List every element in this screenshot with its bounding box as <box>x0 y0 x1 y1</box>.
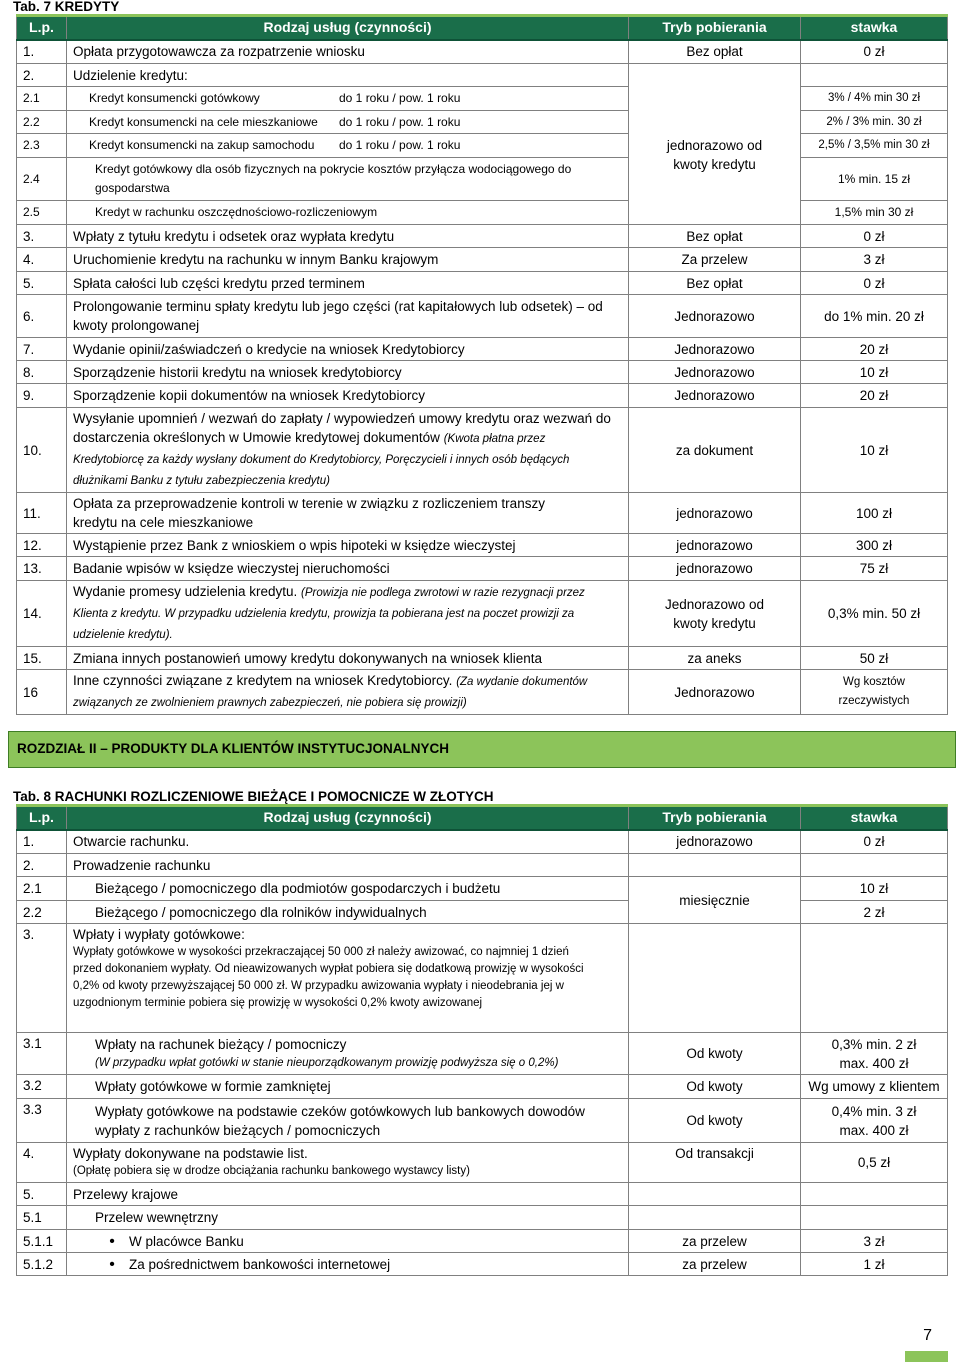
row-mode: Jednorazowo od kwoty kredytu <box>629 581 801 647</box>
tab7-table <box>16 14 948 715</box>
row-lp: 1. <box>17 830 67 854</box>
row-lp: 1. <box>17 40 67 64</box>
row-note: (Opłatę pobiera się w drodze obciążania rachunku bankowego wystawcy listy) <box>73 1165 470 1177</box>
row-rate: 2,5% / 3,5% min 30 zł <box>801 134 948 158</box>
row-desc: Bieżącego / pomocniczego dla podmiotów gospodarczych i budżetu <box>67 877 629 901</box>
row-mode <box>629 1183 801 1206</box>
row-desc: Przelewy krajowe <box>67 1183 629 1206</box>
row-desc: Zmiana innych postanowień umowy kredytu dokonywanych na wniosek klienta <box>67 647 629 670</box>
tab7-title: Tab. 7 KREDYTY <box>13 0 120 14</box>
row-rate: 0 zł <box>801 830 948 854</box>
header-rate: stawka <box>801 806 948 830</box>
row-mode: jednorazowo <box>629 557 801 581</box>
row-lp: 9. <box>17 384 67 408</box>
row-mode: Jednorazowo <box>629 295 801 338</box>
row-mode: Od kwoty <box>629 1033 801 1075</box>
row-rate <box>801 1183 948 1206</box>
row-desc: Uruchomienie kredytu na rachunku w innym Banku krajowym <box>67 248 629 272</box>
table-row <box>17 1033 948 1075</box>
row-lp: 2.2 <box>17 901 67 924</box>
row-rate: 0,3% min. 50 zł <box>801 581 948 647</box>
row-note: (W przypadku wpłat gotówki w stanie nieuporządkowanym prowizję podwyższa się o 0,2%) <box>95 1056 559 1069</box>
row-lp: 15. <box>17 647 67 670</box>
row-desc-text: Kredyt konsumencki gotówkowy <box>89 91 260 105</box>
row-lp: 12. <box>17 534 67 557</box>
row-desc-text: Kredyt konsumencki na zakup samochodu <box>89 138 315 152</box>
row-desc: Przelew wewnętrzny <box>67 1206 629 1230</box>
row-rate: 20 zł <box>801 338 948 361</box>
table-row <box>17 384 948 408</box>
row-desc-text: Wypłaty dokonywane na podstawie list. <box>73 1146 308 1161</box>
row-lp: 5.1.2 <box>17 1253 67 1276</box>
row-desc-text: Za pośrednictwem bankowości internetowej <box>129 1256 391 1272</box>
table-row <box>17 408 948 493</box>
table-row <box>17 295 948 338</box>
row-lp: 5.1 <box>17 1206 67 1230</box>
row-lp: 8. <box>17 361 67 384</box>
row-lp: 14. <box>17 581 67 647</box>
row-rate: 3 zł <box>801 248 948 272</box>
table-row <box>17 557 948 581</box>
table-row <box>17 854 948 877</box>
row-desc: Kredyt w rachunku oszczędnościowo-rozliczeniowym <box>67 201 629 225</box>
row-desc <box>67 134 629 158</box>
row-rate: 0,5 zł <box>801 1143 948 1183</box>
row-lp: 2.1 <box>17 877 67 901</box>
row-mode: Od kwoty <box>629 1075 801 1099</box>
row-desc-text: Wysyłanie upomnień / wezwań do zapłaty / wypowiedzeń umowy kredytu oraz wezwań do dostarczenia określonych w Umowie kredytowej dokumentów <box>73 411 611 445</box>
table-row <box>17 201 948 225</box>
row-desc <box>67 670 629 715</box>
table-row <box>17 1253 948 1276</box>
row-note: Wypłaty gotówkowe w wysokości przekraczającej 50 000 zł należy awizować, co najmniej 1 dzień przed dokonaniem wypłaty. Od nieawizowanych wypłat pobiera się dodatkową prowizję w wysokości 0,2% od kwoty przewyższającej 50 000 zł. W przypadku awizowania wypłaty i nieodebrania jej w uzgodnionym terminie pobiera się prowizję w wysokości 0,2% kwoty awizowanej <box>73 946 584 1009</box>
row-rate <box>801 64 948 87</box>
row-desc: Wydanie opinii/zaświadczeń o kredycie na wniosek Kredytobiorcy <box>67 338 629 361</box>
row-desc: Spłata całości lub części kredytu przed terminem <box>67 272 629 295</box>
row-lp: 2. <box>17 854 67 877</box>
table-row <box>17 901 948 924</box>
table-row <box>17 1075 948 1099</box>
row-mode: Bez opłat <box>629 225 801 248</box>
row-desc: Wystąpienie przez Bank z wnioskiem o wpis hipoteki w księdze wieczystej <box>67 534 629 557</box>
row-rate <box>801 854 948 877</box>
row-mode: jednorazowo <box>629 830 801 854</box>
row-desc: Otwarcie rachunku. <box>67 830 629 854</box>
row-desc: Wpłaty z tytułu kredytu i odsetek oraz wypłata kredytu <box>67 225 629 248</box>
row-mode <box>629 64 801 87</box>
row-desc: Opłata przygotowawcza za rozpatrzenie wniosku <box>67 40 629 64</box>
section-banner: ROZDZIAŁ II – PRODUKTY DLA KLIENTÓW INSTYTUCJONALNYCH <box>8 731 956 768</box>
tab8-title: Tab. 8 RACHUNKI ROZLICZENIOWE BIEŻĄCE I POMOCNICZE W ZŁOTYCH <box>13 789 494 804</box>
row-desc: Kredyt gotówkowy dla osób fizycznych na pokrycie kosztów przyłącza wodociągowego do gospodarstwa <box>67 158 629 201</box>
table-header-row <box>17 806 948 830</box>
row-rate: 2 zł <box>801 901 948 924</box>
row-desc <box>67 1230 629 1253</box>
row-rate: Wg kosztów rzeczywistych <box>801 670 948 715</box>
row-desc <box>67 581 629 647</box>
row-rate: 2% / 3% min. 30 zł <box>801 111 948 134</box>
row-rate <box>801 1206 948 1230</box>
row-desc <box>67 408 629 493</box>
row-term: do 1 roku / pow. 1 roku <box>339 138 461 152</box>
row-rate: 20 zł <box>801 384 948 408</box>
table-row <box>17 111 948 134</box>
table-row <box>17 1206 948 1230</box>
row-mode: Jednorazowo <box>629 338 801 361</box>
row-lp: 4. <box>17 248 67 272</box>
monthly-mode: miesięcznie <box>629 877 801 924</box>
header-mode: Tryb pobierania <box>629 16 801 40</box>
table-row <box>17 87 948 111</box>
row-desc: Sporządzenie kopii dokumentów na wniosek Kredytobiorcy <box>67 384 629 408</box>
row-rate: 0 zł <box>801 225 948 248</box>
page-number: 7 <box>923 1327 932 1344</box>
row-mode: jednorazowo <box>629 493 801 534</box>
row-lp: 3. <box>17 225 67 248</box>
row-lp: 16 <box>17 670 67 715</box>
table-row <box>17 581 948 647</box>
row-desc <box>67 87 629 111</box>
row-rate <box>801 924 948 1033</box>
credit-mode-cell <box>629 87 801 225</box>
row-desc: Opłata za przeprowadzenie kontroli w terenie w związku z rozliczeniem transzy kredytu na cele mieszkaniowe <box>67 493 629 534</box>
row-note: (Kwota płatna przez Kredytobiorcę za każdy wysłany dokument do Kredytobiorcy, Poręczycieli i innych osób będących dłużnikami Banku z tytułu zabezpieczenia kredytu) <box>73 433 570 487</box>
table-row <box>17 134 948 158</box>
row-rate: 3% / 4% min 30 zł <box>801 87 948 111</box>
row-rate: 1% min. 15 zł <box>801 158 948 201</box>
row-rate: 100 zł <box>801 493 948 534</box>
row-lp: 5. <box>17 272 67 295</box>
table-row <box>17 225 948 248</box>
row-rate <box>801 1033 948 1075</box>
row-mode: Za przelew <box>629 248 801 272</box>
row-mode: Od kwoty <box>629 1099 801 1143</box>
row-lp: 4. <box>17 1143 67 1183</box>
row-rate <box>801 1099 948 1143</box>
row-lp: 11. <box>17 493 67 534</box>
row-note: (Za wydanie dokumentów związanych ze zwolnieniem prawnych zabezpieczeń, nie pobiera się prowizji) <box>73 676 588 709</box>
row-lp: 2.3 <box>17 134 67 158</box>
page-number-bar <box>905 1351 948 1362</box>
row-mode: Od transakcji <box>629 1143 801 1183</box>
row-mode: Jednorazowo <box>629 670 801 715</box>
table-row <box>17 272 948 295</box>
row-desc: Wypłaty gotówkowe na podstawie czeków gotówkowych lub bankowych dowodów wypłaty z rachunków bieżących / pomocniczych <box>67 1099 629 1143</box>
table-row <box>17 534 948 557</box>
table-row <box>17 158 948 201</box>
table-row <box>17 361 948 384</box>
row-mode: Bez opłat <box>629 40 801 64</box>
row-lp: 3. <box>17 924 67 1033</box>
row-mode <box>629 1206 801 1230</box>
row-lp: 2.5 <box>17 201 67 225</box>
table-row <box>17 40 948 64</box>
row-lp: 3.3 <box>17 1099 67 1143</box>
row-lp: 2. <box>17 64 67 87</box>
header-rate: stawka <box>801 16 948 40</box>
row-rate: 3 zł <box>801 1230 948 1253</box>
row-rate: 10 zł <box>801 877 948 901</box>
row-rate: 50 zł <box>801 647 948 670</box>
row-mode <box>629 924 801 1033</box>
table-row <box>17 493 948 534</box>
row-lp: 10. <box>17 408 67 493</box>
row-term: do 1 roku / pow. 1 roku <box>339 114 461 129</box>
row-desc <box>67 1253 629 1276</box>
row-rate: 300 zł <box>801 534 948 557</box>
row-mode: za aneks <box>629 647 801 670</box>
row-lp: 6. <box>17 295 67 338</box>
table-row <box>17 248 948 272</box>
row-lp: 7. <box>17 338 67 361</box>
row-lp: 2.2 <box>17 111 67 134</box>
row-desc-text: Wpłaty i wypłaty gotówkowe: <box>73 927 245 942</box>
bullet-icon: • <box>109 1232 115 1250</box>
row-term: do 1 roku / pow. 1 roku <box>339 91 461 105</box>
row-mode <box>629 854 801 877</box>
row-rate: 1,5% min 30 zł <box>801 201 948 225</box>
row-desc: Prowadzenie rachunku <box>67 854 629 877</box>
row-rate: 1 zł <box>801 1253 948 1276</box>
row-desc-text: Inne czynności związane z kredytem na wniosek Kredytobiorcy. <box>73 673 453 688</box>
row-desc: Prolongowanie terminu spłaty kredytu lub jego części (rat kapitałowych lub odsetek) – od kwoty prolongowanej <box>67 295 629 338</box>
row-mode: Bez opłat <box>629 272 801 295</box>
table-row <box>17 1230 948 1253</box>
row-desc-text: Wpłaty na rachunek bieżący / pomocniczy <box>95 1036 347 1052</box>
table-row <box>17 647 948 670</box>
row-lp: 13. <box>17 557 67 581</box>
row-rate: 10 zł <box>801 361 948 384</box>
row-rate: 0 zł <box>801 272 948 295</box>
header-lp: L.p. <box>17 806 67 830</box>
rate-max-line: max. 400 zł <box>839 1055 909 1071</box>
table-row <box>17 1099 948 1143</box>
header-lp: L.p. <box>17 16 67 40</box>
row-mode: za dokument <box>629 408 801 493</box>
row-lp: 5.1.1 <box>17 1230 67 1253</box>
row-desc-text: Kredyt konsumencki na cele mieszkaniowe <box>89 114 318 129</box>
header-mode: Tryb pobierania <box>629 806 801 830</box>
row-mode: jednorazowo <box>629 534 801 557</box>
rate-max-line: max. 400 zł <box>839 1122 909 1138</box>
table-row <box>17 924 948 1033</box>
row-rate: 75 zł <box>801 557 948 581</box>
header-service: Rodzaj usług (czynności) <box>67 16 629 40</box>
row-rate: do 1% min. 20 zł <box>801 295 948 338</box>
row-rate: Wg umowy z klientem <box>801 1075 948 1099</box>
row-desc <box>67 924 629 1033</box>
row-desc: Badanie wpisów w księdze wieczystej nieruchomości <box>67 557 629 581</box>
row-rate: 10 zł <box>801 408 948 493</box>
row-desc: Wpłaty gotówkowe w formie zamkniętej <box>67 1075 629 1099</box>
row-mode: za przelew <box>629 1253 801 1276</box>
tab8-table <box>16 804 948 1276</box>
credit-mode-text: jednorazowo od kwoty kredytu <box>666 138 763 173</box>
row-mode: Jednorazowo <box>629 384 801 408</box>
rate-line: 0,3% min. 2 zł <box>831 1036 917 1052</box>
row-rate: 0 zł <box>801 40 948 64</box>
row-mode: za przelew <box>629 1230 801 1253</box>
row-desc: Sporządzenie historii kredytu na wniosek kredytobiorcy <box>67 361 629 384</box>
row-desc: Udzielenie kredytu: <box>67 64 629 87</box>
table-row <box>17 338 948 361</box>
table-row <box>17 877 948 901</box>
row-desc: Bieżącego / pomocniczego dla rolników indywidualnych <box>67 901 629 924</box>
row-note: (Prowizja nie podlega zwrotowi w razie rezygnacji przez Klienta z kredytu. W przypadku udzielenia kredytu, prowizja ta pobierana jest na poczet prowizji za udzielenie kredytu). <box>73 587 585 641</box>
header-service: Rodzaj usług (czynności) <box>67 806 629 830</box>
row-desc <box>67 1033 629 1075</box>
table-row <box>17 830 948 854</box>
row-desc <box>67 1143 629 1183</box>
row-lp: 5. <box>17 1183 67 1206</box>
row-lp: 3.2 <box>17 1075 67 1099</box>
table-header-row <box>17 16 948 40</box>
table-row <box>17 1143 948 1183</box>
table-row <box>17 64 948 87</box>
row-lp: 2.1 <box>17 87 67 111</box>
bullet-icon: • <box>109 1255 115 1273</box>
row-lp: 3.1 <box>17 1033 67 1075</box>
table-row <box>17 1183 948 1206</box>
rate-line: 0,4% min. 3 zł <box>831 1103 917 1119</box>
row-desc-text: Wydanie promesy udzielenia kredytu. <box>73 584 298 599</box>
row-lp: 2.4 <box>17 158 67 201</box>
row-mode: Jednorazowo <box>629 361 801 384</box>
row-desc <box>67 111 629 134</box>
row-desc-text: W placówce Banku <box>129 1233 244 1249</box>
table-row <box>17 670 948 715</box>
